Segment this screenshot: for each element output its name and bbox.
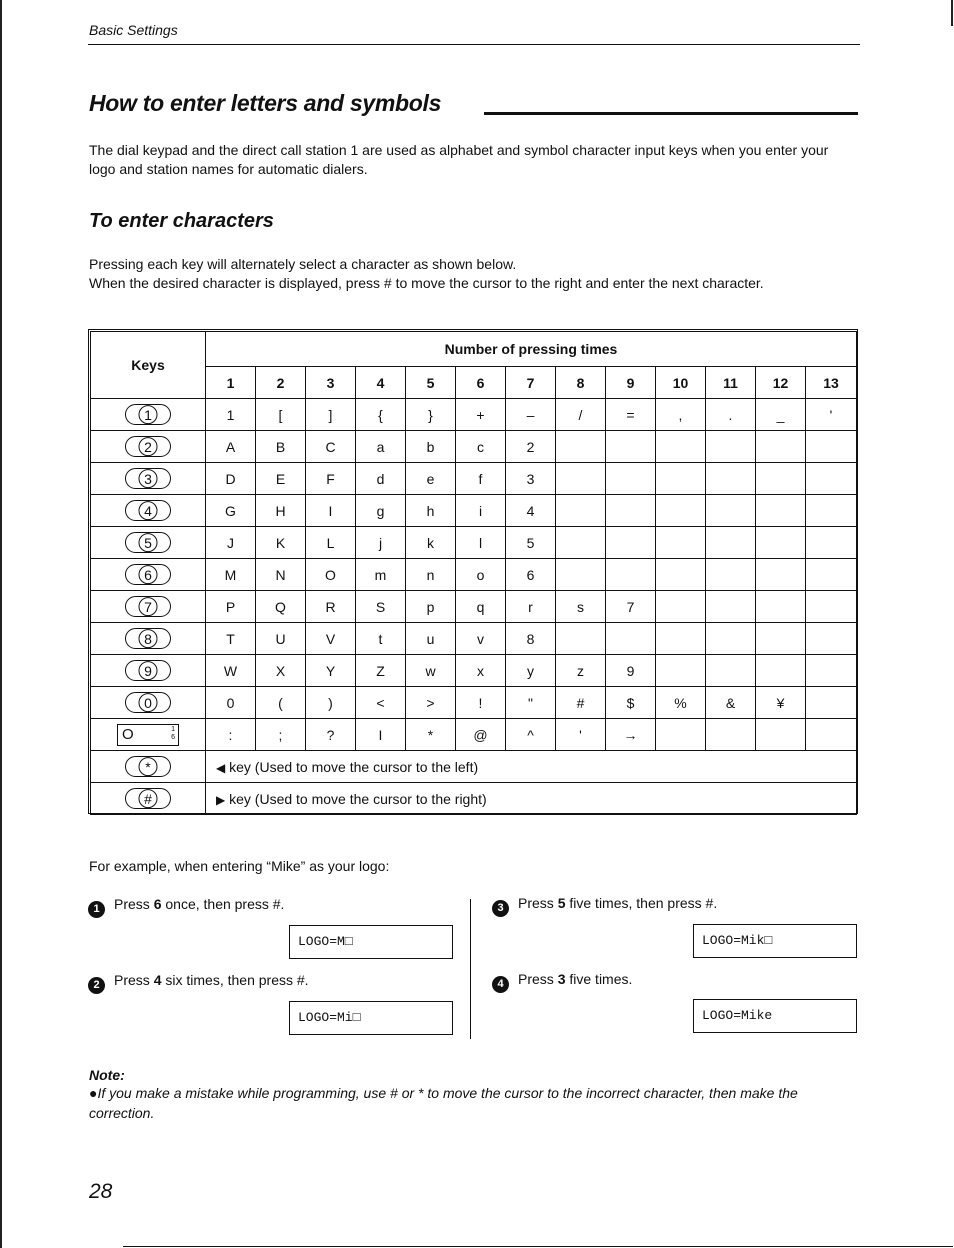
char-cell: T: [206, 623, 256, 655]
char-cell: [706, 431, 756, 463]
key-row-1: [91, 399, 857, 431]
char-cell: %: [656, 687, 706, 719]
char-cell: X: [256, 655, 306, 687]
char-cell: [656, 527, 706, 559]
star-key-row: [91, 751, 857, 783]
char-cell: z: [556, 655, 606, 687]
char-cell: [756, 527, 806, 559]
star-key-desc-cell: [206, 751, 857, 783]
key-cell: [91, 623, 206, 655]
press-number-2: 2: [256, 367, 306, 399]
dial-key-6-icon: [125, 564, 171, 585]
char-cell: 0: [206, 687, 256, 719]
key-row-8: [91, 623, 857, 655]
key-cell: [91, 495, 206, 527]
step-1: [88, 896, 284, 918]
press-number-13: 13: [806, 367, 857, 399]
char-cell: ]: [306, 399, 356, 431]
char-cell: #: [556, 687, 606, 719]
hash-key-glyph: #: [139, 789, 158, 808]
char-cell: b: [406, 431, 456, 463]
page-number: 28: [89, 1180, 113, 1203]
char-cell: [656, 623, 706, 655]
key-cell: [91, 399, 206, 431]
char-cell: [756, 591, 806, 623]
dial-key-digit: 1: [139, 405, 158, 424]
char-cell: [756, 719, 806, 751]
station-key-sublabel: 1 6: [171, 725, 175, 741]
char-cell: 2: [506, 431, 556, 463]
char-cell: [656, 719, 706, 751]
step-3-post: five times, then press #.: [565, 895, 718, 911]
steps-divider: [470, 899, 471, 1039]
press-number-10: 10: [656, 367, 706, 399]
char-cell: r: [506, 591, 556, 623]
step-4-post: five times.: [565, 971, 633, 987]
char-cell: <: [356, 687, 406, 719]
char-cell: P: [206, 591, 256, 623]
char-cell: [756, 495, 806, 527]
subsection-intro-line2: When the desired character is displayed, press # to move the cursor to the right and enter the next character.: [89, 275, 764, 291]
char-cell: 6: [506, 559, 556, 591]
press-number-12: 12: [756, 367, 806, 399]
char-cell: !: [456, 687, 506, 719]
example-intro: For example, when entering “Mike” as your logo:: [89, 858, 390, 874]
char-cell: N: [256, 559, 306, 591]
char-cell: [706, 655, 756, 687]
char-cell: [606, 527, 656, 559]
char-cell: →: [606, 719, 656, 751]
char-cell: a: [356, 431, 406, 463]
char-cell: E: [256, 463, 306, 495]
char-cell: s: [556, 591, 606, 623]
char-cell: [606, 559, 656, 591]
key-cell: [91, 559, 206, 591]
dial-key-digit: 9: [139, 661, 158, 680]
step-4-pre: Press: [518, 971, 558, 987]
char-cell: $: [606, 687, 656, 719]
station-1-key-icon: [117, 724, 179, 746]
dial-key-0-icon: [125, 692, 171, 713]
char-cell: g: [356, 495, 406, 527]
char-cell: [706, 591, 756, 623]
char-cell: [756, 623, 806, 655]
hash-key-cell: [91, 783, 206, 815]
step-4-key: 3: [557, 971, 566, 987]
char-cell: ): [306, 687, 356, 719]
star-key-glyph: *: [139, 757, 158, 776]
char-cell: /: [556, 399, 606, 431]
char-cell: [806, 527, 857, 559]
char-cell: v: [456, 623, 506, 655]
press-number-11: 11: [706, 367, 756, 399]
char-cell: [606, 431, 656, 463]
step-3-number: 3: [492, 900, 509, 917]
char-cell: i: [456, 495, 506, 527]
dial-key-7-icon: [125, 596, 171, 617]
char-cell: o: [456, 559, 506, 591]
char-cell: U: [256, 623, 306, 655]
star-key-cell: [91, 751, 206, 783]
table-body: [91, 399, 857, 815]
char-cell: Y: [306, 655, 356, 687]
char-cell: *: [406, 719, 456, 751]
step-4-display: LOGO=Mike: [693, 999, 857, 1033]
char-cell: [806, 495, 857, 527]
key-row-2: [91, 431, 857, 463]
char-cell: h: [406, 495, 456, 527]
running-header: Basic Settings: [89, 22, 178, 38]
header-rule: [88, 44, 860, 45]
key-row-0: [91, 687, 857, 719]
char-cell: [706, 495, 756, 527]
step-3-pre: Press: [518, 895, 558, 911]
step-2: [88, 972, 309, 994]
section-title-rule: [484, 112, 858, 115]
char-cell: [556, 431, 606, 463]
char-cell: [556, 559, 606, 591]
keys-header: Keys: [91, 332, 206, 399]
char-cell: .: [706, 399, 756, 431]
char-cell: R: [306, 591, 356, 623]
star-key-desc: key (Used to move the cursor to the left): [229, 758, 479, 775]
char-cell: [556, 623, 606, 655]
char-cell: L: [306, 527, 356, 559]
char-cell: n: [406, 559, 456, 591]
char-cell: F: [306, 463, 356, 495]
step-2-pre: Press: [114, 972, 154, 988]
char-cell: @: [456, 719, 506, 751]
char-cell: [806, 559, 857, 591]
left-triangle-icon: ◀: [216, 760, 226, 775]
char-cell: ^: [506, 719, 556, 751]
step-1-key: 6: [153, 896, 162, 912]
dial-key-3-icon: [125, 468, 171, 489]
char-cell: [806, 719, 857, 751]
step-2-number: 2: [88, 977, 105, 994]
char-cell: t: [356, 623, 406, 655]
char-cell: ': [806, 399, 857, 431]
step-3-key: 5: [557, 895, 566, 911]
key-cell: [91, 527, 206, 559]
char-cell: =: [606, 399, 656, 431]
char-cell: [656, 463, 706, 495]
char-cell: e: [406, 463, 456, 495]
char-cell: {: [356, 399, 406, 431]
step-4-number: 4: [492, 976, 509, 993]
press-number-1: 1: [206, 367, 256, 399]
char-cell: w: [406, 655, 456, 687]
char-cell: [656, 591, 706, 623]
char-cell: J: [206, 527, 256, 559]
char-cell: u: [406, 623, 456, 655]
key-row-O: [91, 719, 857, 751]
step-2-display: LOGO=Mi□: [289, 1001, 453, 1035]
char-cell: –: [506, 399, 556, 431]
hash-key-icon: [125, 788, 171, 809]
subsection-title: To enter characters: [89, 210, 274, 232]
hash-key-desc-cell: [206, 783, 857, 815]
press-number-row: [91, 367, 857, 399]
char-cell: 7: [606, 591, 656, 623]
star-key-icon: [125, 756, 171, 777]
press-number-8: 8: [556, 367, 606, 399]
char-cell: y: [506, 655, 556, 687]
char-cell: 1: [206, 399, 256, 431]
press-number-4: 4: [356, 367, 406, 399]
dial-key-digit: 8: [139, 629, 158, 648]
char-cell: W: [206, 655, 256, 687]
step-3: [492, 895, 717, 917]
dial-key-digit: 4: [139, 501, 158, 520]
char-cell: 4: [506, 495, 556, 527]
step-1-pre: Press: [114, 896, 154, 912]
dial-key-digit: 7: [139, 597, 158, 616]
key-cell: [91, 719, 206, 751]
char-cell: x: [456, 655, 506, 687]
char-cell: }: [406, 399, 456, 431]
char-cell: ?: [306, 719, 356, 751]
hash-key-desc: key (Used to move the cursor to the right): [229, 790, 487, 807]
subsection-intro: [89, 255, 849, 293]
station-key-label: O: [122, 725, 134, 743]
key-row-4: [91, 495, 857, 527]
press-number-7: 7: [506, 367, 556, 399]
char-cell: c: [456, 431, 506, 463]
bottom-rule: [123, 1246, 953, 1247]
key-row-3: [91, 463, 857, 495]
presses-header: Number of pressing times: [206, 332, 857, 367]
char-cell: [806, 463, 857, 495]
char-cell: [756, 655, 806, 687]
char-cell: >: [406, 687, 456, 719]
char-cell: [706, 527, 756, 559]
note-text: ●If you make a mistake while programming, use # or * to move the cursor to the incorrect character, then make the correction.: [89, 1085, 798, 1121]
step-2-key: 4: [153, 972, 162, 988]
char-cell: [806, 591, 857, 623]
char-cell: K: [256, 527, 306, 559]
char-cell: [756, 431, 806, 463]
char-cell: Q: [256, 591, 306, 623]
char-cell: Z: [356, 655, 406, 687]
char-cell: O: [306, 559, 356, 591]
char-cell: k: [406, 527, 456, 559]
press-number-3: 3: [306, 367, 356, 399]
char-cell: [656, 655, 706, 687]
char-cell: [806, 623, 857, 655]
char-cell: V: [306, 623, 356, 655]
char-cell: G: [206, 495, 256, 527]
char-cell: [706, 623, 756, 655]
char-cell: j: [356, 527, 406, 559]
char-cell: [756, 463, 806, 495]
char-cell: 9: [606, 655, 656, 687]
key-cell: [91, 655, 206, 687]
char-cell: A: [206, 431, 256, 463]
char-cell: d: [356, 463, 406, 495]
dial-key-digit: 5: [139, 533, 158, 552]
char-cell: [606, 623, 656, 655]
char-cell: S: [356, 591, 406, 623]
char-cell: B: [256, 431, 306, 463]
char-cell: [606, 463, 656, 495]
key-row-6: [91, 559, 857, 591]
char-cell: [656, 495, 706, 527]
char-cell: p: [406, 591, 456, 623]
press-number-6: 6: [456, 367, 506, 399]
char-cell: [: [256, 399, 306, 431]
char-cell: ,: [656, 399, 706, 431]
section-title: How to enter letters and symbols: [89, 90, 442, 116]
page-left-edge: [0, 0, 2, 1248]
char-cell: q: [456, 591, 506, 623]
char-cell: (: [256, 687, 306, 719]
char-cell: C: [306, 431, 356, 463]
dial-key-8-icon: [125, 628, 171, 649]
press-number-5: 5: [406, 367, 456, 399]
dial-key-4-icon: [125, 500, 171, 521]
step-4: [492, 971, 632, 993]
dial-key-5-icon: [125, 532, 171, 553]
char-cell: [556, 495, 606, 527]
dial-key-1-icon: [125, 404, 171, 425]
char-cell: I: [356, 719, 406, 751]
subsection-intro-line1: Pressing each key will alternately select a character as shown below.: [89, 256, 517, 272]
char-cell: l: [456, 527, 506, 559]
char-cell: :: [206, 719, 256, 751]
step-1-display: LOGO=M□: [289, 925, 453, 959]
char-cell: [706, 463, 756, 495]
note-label: Note:: [89, 1067, 125, 1083]
dial-key-digit: 3: [139, 469, 158, 488]
key-row-5: [91, 527, 857, 559]
dial-key-2-icon: [125, 436, 171, 457]
char-cell: [606, 495, 656, 527]
dial-key-digit: 6: [139, 565, 158, 584]
char-cell: D: [206, 463, 256, 495]
char-cell: [806, 655, 857, 687]
char-cell: H: [256, 495, 306, 527]
char-cell: ": [506, 687, 556, 719]
char-cell: ¥: [756, 687, 806, 719]
key-row-9: [91, 655, 857, 687]
right-triangle-icon: ▶: [216, 792, 226, 807]
key-row-7: [91, 591, 857, 623]
char-cell: _: [756, 399, 806, 431]
dial-key-digit: 0: [139, 693, 158, 712]
char-cell: [706, 559, 756, 591]
step-2-post: six times, then press #.: [161, 972, 309, 988]
key-cell: [91, 431, 206, 463]
char-cell: ': [556, 719, 606, 751]
page-right-edge: [951, 0, 953, 26]
dial-key-9-icon: [125, 660, 171, 681]
char-cell: &: [706, 687, 756, 719]
char-cell: [556, 463, 606, 495]
char-cell: [656, 431, 706, 463]
char-cell: f: [456, 463, 506, 495]
hash-key-row: [91, 783, 857, 815]
char-cell: 5: [506, 527, 556, 559]
step-1-post: once, then press #.: [161, 896, 285, 912]
char-cell: ;: [256, 719, 306, 751]
char-cell: [806, 431, 857, 463]
char-cell: [656, 559, 706, 591]
char-cell: M: [206, 559, 256, 591]
step-3-display: LOGO=Mik□: [693, 924, 857, 958]
press-number-9: 9: [606, 367, 656, 399]
char-cell: m: [356, 559, 406, 591]
step-1-number: 1: [88, 901, 105, 918]
char-cell: 3: [506, 463, 556, 495]
char-cell: [556, 527, 606, 559]
char-cell: 8: [506, 623, 556, 655]
char-cell: [756, 559, 806, 591]
char-cell: [706, 719, 756, 751]
dial-key-digit: 2: [139, 437, 158, 456]
char-cell: [806, 687, 857, 719]
section-intro: The dial keypad and the direct call station 1 are used as alphabet and symbol character input keys when you enter your logo and station names for automatic dialers.: [89, 142, 829, 177]
key-cell: [91, 591, 206, 623]
character-table: [90, 331, 857, 815]
key-cell: [91, 687, 206, 719]
char-cell: +: [456, 399, 506, 431]
char-cell: I: [306, 495, 356, 527]
key-cell: [91, 463, 206, 495]
